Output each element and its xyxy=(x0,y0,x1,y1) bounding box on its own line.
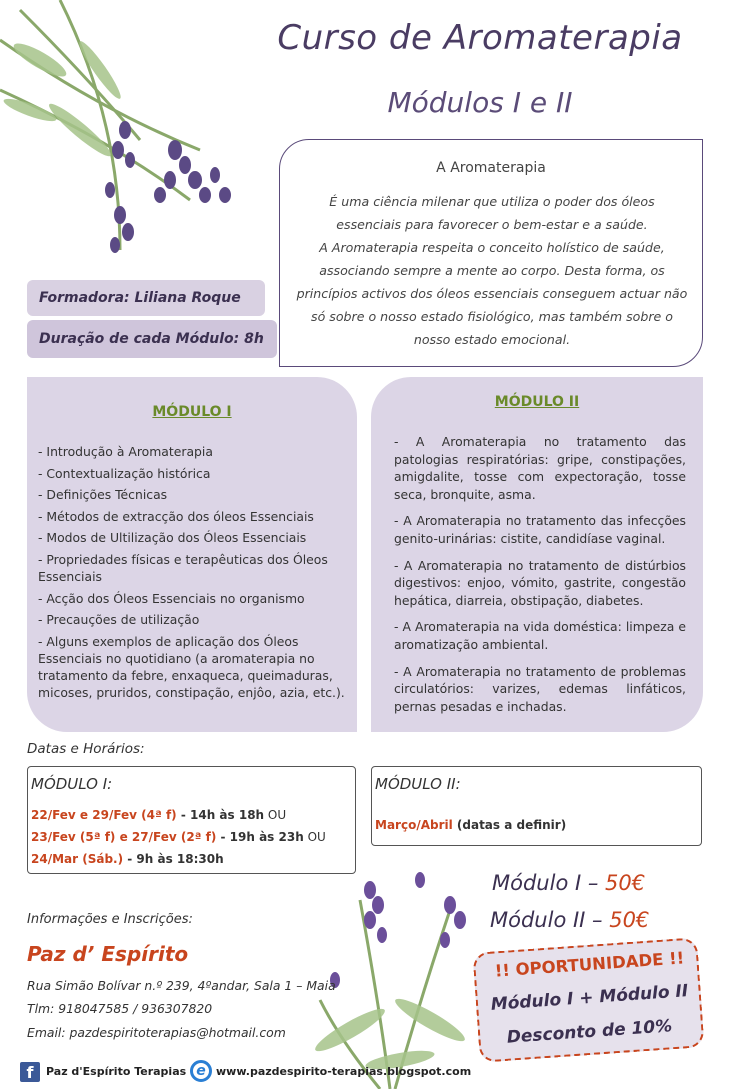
intro-line: essenciais para favorecer o bem-estar e a saúde. xyxy=(336,217,648,232)
module-1-list xyxy=(38,443,350,705)
promo-headline: !! OPORTUNIDADE !! xyxy=(494,948,685,981)
schedule-box-2-heading: MÓDULO II: xyxy=(375,775,461,793)
duration-label: Duração de cada Módulo: 8h xyxy=(27,320,277,358)
lavender-decoration-top xyxy=(0,0,260,270)
phone: Tlm: 918047585 / 936307820 xyxy=(27,1001,213,1016)
list-item: - A Aromaterapia no tratamento de problemas circulatórios: varizes, edemas linfáticos, pernas pesadas e inchadas. xyxy=(394,663,686,714)
schedule-row xyxy=(31,830,326,844)
schedule-row xyxy=(31,852,224,866)
trainer-label: Formadora: Liliana Roque xyxy=(27,280,265,316)
facebook-icon[interactable]: f xyxy=(20,1062,40,1082)
price-value: 50€ xyxy=(609,908,650,932)
schedule-date: 24/Mar (Sáb.) xyxy=(31,852,124,866)
email[interactable]: Email: pazdespiritoterapias@hotmail.com xyxy=(27,1025,286,1040)
website-link[interactable]: www.pazdespirito-terapias.blogspot.com xyxy=(216,1065,472,1078)
promo-modules: Módulo I + Módulo II xyxy=(490,981,689,1015)
list-item: - Introdução à Aromaterapia xyxy=(38,444,213,459)
module-2-list xyxy=(394,433,686,724)
price-value: 50€ xyxy=(605,871,646,895)
intro-text xyxy=(290,190,694,351)
schedule-date: 23/Fev (5ª f) e 27/Fev (2ª f) xyxy=(31,830,217,844)
intro-line: nosso estado emocional. xyxy=(413,332,571,347)
price-label: Módulo II – xyxy=(490,908,610,932)
list-item: - A Aromaterapia na vida doméstica: limpeza e aromatização ambiental. xyxy=(394,619,686,652)
list-item: - Modos de Ultilização dos Óleos Essenciais xyxy=(38,530,307,546)
intro-line: só sobre o nosso estado fisiológico, mas também sobre o xyxy=(311,309,673,324)
price-label: Módulo I – xyxy=(492,871,606,895)
list-item: - Definições Técnicas xyxy=(38,487,168,503)
schedule-row xyxy=(375,818,566,832)
lavender-decoration-bottom xyxy=(300,860,480,1089)
list-item: - Acção dos Óleos Essenciais no organismo xyxy=(38,590,305,606)
module-2-heading: MÓDULO II xyxy=(494,394,580,410)
price-module-1 xyxy=(492,871,645,895)
intro-line: princípios activos dos óleos essenciais conseguem actuar não xyxy=(296,286,688,301)
contact-label: Informações e Inscrições: xyxy=(27,912,193,927)
intro-line: A Aromaterapia respeita o conceito holístico de saúde, xyxy=(319,240,665,255)
list-item: - Propriedades físicas e terapêuticas dos Óleos Essenciais xyxy=(38,551,328,584)
facebook-link[interactable]: Paz d'Espírito Terapias xyxy=(46,1065,187,1078)
schedule-time: - 19h às 23h xyxy=(216,830,304,844)
list-item: - Alguns exemplos de aplicação dos Óleos Essenciais no quotidiano (a aromaterapia no tratamento da febre, enxaqueca, queimaduras, micoses, pruridos, constipação, enjôo, azia, etc.). xyxy=(38,633,345,700)
promo-discount: Desconto de 10% xyxy=(506,1016,673,1048)
intro-heading: A Aromaterapia xyxy=(436,160,546,176)
schedule-or: OU xyxy=(264,808,287,822)
schedule-label: Datas e Horários: xyxy=(27,741,145,757)
schedule-date: 22/Fev e 29/Fev (4ª f) xyxy=(31,808,177,822)
intro-line: É uma ciência milenar que utiliza o poder dos óleos xyxy=(329,194,655,209)
list-item: - Métodos de extracção dos óleos Essenciais xyxy=(38,508,314,524)
schedule-time: - 14h às 18h xyxy=(176,808,265,822)
list-item: - A Aromaterapia no tratamento de distúrbios digestivos: enjoo, vómito, gastrite, congestão hepática, diarreia, obstipação, diabetes. xyxy=(394,557,686,608)
schedule-note: (datas a definir) xyxy=(452,818,567,832)
internet-explorer-icon[interactable]: e xyxy=(190,1060,212,1082)
list-item: - Contextualização histórica xyxy=(38,465,211,481)
schedule-row xyxy=(31,808,286,822)
schedule-box-1-heading: MÓDULO I: xyxy=(31,775,113,793)
page-subtitle: Módulos I e II xyxy=(387,86,573,119)
schedule-date: Março/Abril xyxy=(375,818,453,832)
address: Rua Simão Bolívar n.º 239, 4ºandar, Sala 1 – Maia xyxy=(27,978,336,993)
module-1-heading: MÓDULO I xyxy=(152,404,232,420)
brand-name: Paz d’ Espírito xyxy=(27,942,189,966)
list-item: - Precauções de utilização xyxy=(38,612,200,628)
price-module-2 xyxy=(490,908,649,932)
intro-line: associando sempre a mente ao corpo. Desta forma, os xyxy=(319,263,665,278)
list-item: - A Aromaterapia no tratamento das infecções genito-urinárias: cistite, candidíase vaginal. xyxy=(394,513,686,546)
schedule-or: OU xyxy=(303,830,326,844)
page-title: Curso de Aromaterapia xyxy=(277,18,683,58)
list-item: - A Aromaterapia no tratamento das patologias respiratórias: gripe, constipações, amigdalite, tosse com expectoração, tosse seca, bronquite, asma. xyxy=(394,434,686,502)
schedule-time: - 9h às 18:30h xyxy=(123,852,224,866)
